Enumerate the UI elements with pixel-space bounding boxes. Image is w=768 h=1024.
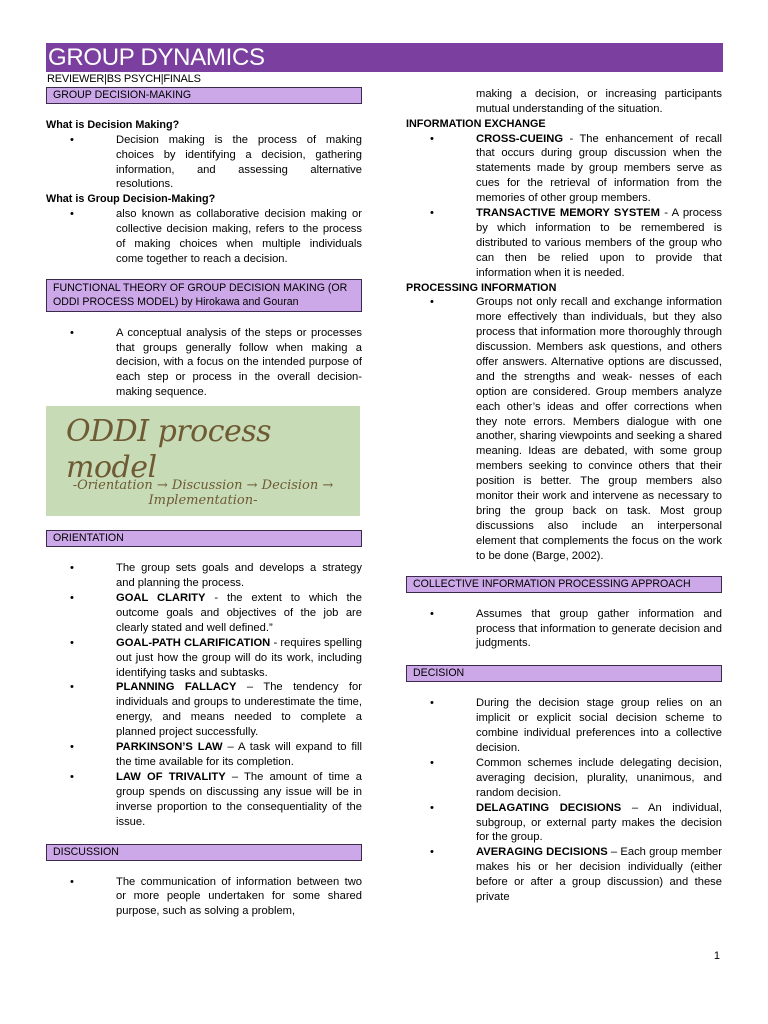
section-header-group-decision-making: GROUP DECISION-MAKING [46,87,362,104]
list-item: • also known as collaborative decision making or collective decision making, refers to the process of making choices when multiple individuals come together to reach a decision. [46,207,362,267]
list-item: • DELAGATING DECISIONS – An individual, subgroup, or external party makes the decision for the group. [406,801,722,846]
question-decision-making: What is Decision Making? [46,119,180,131]
question-group-decision-making: What is Group Decision-Making? [46,193,216,206]
list-item: • CROSS-CUEING - The enhancement of recall that occurs during group discussion when the statements made by group members serve as cues for the retrieval of information from the memories of other group members. [406,132,722,207]
document-subtitle: REVIEWER|BS PSYCH|FINALS [47,73,201,85]
list-item: • TRANSACTIVE MEMORY SYSTEM - A process by which information to be remembered is distributed to various members of the group who can then be relied upon to provide that information when it is needed. [406,206,722,281]
subheading-processing-information: PROCESSING INFORMATION [406,281,557,294]
section-header-discussion: DISCUSSION [46,844,362,861]
list-item: • Assumes that group gather information and process that information to generate decision and judgments. [406,607,722,652]
title-bar [46,43,723,72]
list-item: • A conceptual analysis of the steps or processes that groups generally follow when making a decision, with a focus on the intended purpose of each step or process in the overall decision-making sequence. [46,326,362,401]
list-item: • Groups not only recall and exchange information more effectively than individuals, but they also process that information more thoroughly through discussion. Members ask questions, and others offer answers. Alternative options are discussed, and the strengths and weak- nesses of each option are considered. Group members analyze each other’s ideas and offer corrections when they note errors. Members dialogue with one another, sharing viewpoints and seeking a shared meaning. Ideas are debated, with some group members seeking to convince others that their position is better. The group members also monitor their work and intervene as necessary to bring the group back on task. Most group discussions also include an interpersonal element that complements the focus on the work to be done (Barge, 2002). [406,295,722,563]
list-item-continued: making a decision, or increasing participants mutual understanding of the situation. [476,88,722,115]
list-item: • The communication of information between two or more people undertaken for some shared purpose, such as solving a problem, [46,875,362,920]
list-item: • Common schemes include delegating decision, averaging decision, plurality, unanimous, and random decision. [406,756,722,801]
page-number: 1 [713,950,720,962]
list-item: • GOAL-PATH CLARIFICATION - requires spelling out just how the group will do its work, including identifying tasks and subtasks. [46,636,362,681]
oddi-model-image [46,406,360,516]
list-item: • LAW OF TRIVALITY – The amount of time a group spends on discussing any issue will be in inverse proportion to the consequentiality of the issue. [46,770,362,830]
image-title: ODDI process model [66,414,272,486]
list-item: • AVERAGING DECISIONS – Each group member makes his or her decision individually (either before or after a group discussion) and these private [406,845,722,905]
list-item: • GOAL CLARITY - the extent to which the outcome goals and objectives of the job are clearly stated and well defined.” [46,591,362,636]
subheading-information-exchange: INFORMATION EXCHANGE [406,117,546,130]
list-item: • PARKINSON’S LAW – A task will expand to fill the time available for its completion. [46,740,362,770]
list-item: • PLANNING FALLACY – The tendency for individuals and groups to underestimate the time, energy, and means needed to complete a planned project successfully. [46,680,362,740]
list-item: • The group sets goals and develops a strategy and planning the process. [46,561,362,591]
section-header-collective-information: COLLECTIVE INFORMATION PROCESSING APPROACH [406,576,722,593]
section-header-functional-theory: FUNCTIONAL THEORY OF GROUP DECISION MAKING (OR ODDI PROCESS MODEL) by Hirokawa and Gouran [46,279,362,312]
right-column [406,87,722,905]
list-item: • Decision making is the process of making choices by identifying a decision, gathering information, and assessing alternative resolutions. [46,133,362,193]
image-caption: -Orientation → Discussion → Decision → Implementation- [72,478,334,509]
list-item: • During the decision stage group relies on an implicit or explicit social decision scheme to combine individual preferences into a collective decision. [406,696,722,756]
section-header-decision: DECISION [406,665,722,682]
left-column [46,87,362,919]
document-title: GROUP DYNAMICS [48,44,265,71]
section-header-orientation: ORIENTATION [46,530,362,547]
